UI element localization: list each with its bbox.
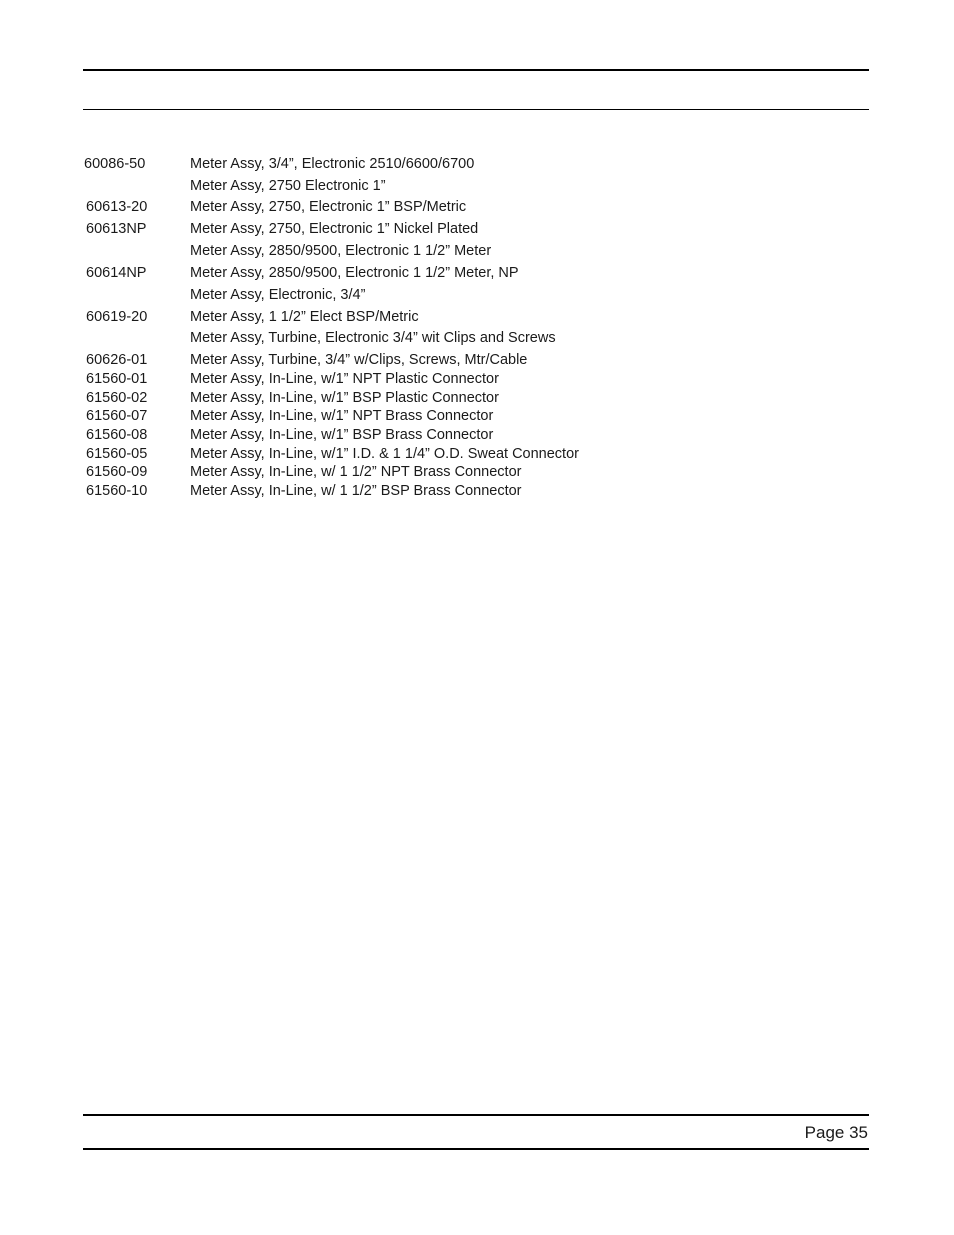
part-number: 60626-01 [86, 352, 148, 368]
part-description: Meter Assy, Turbine, Electronic 3/4” wit Clips and Screws [190, 330, 556, 346]
part-description: Meter Assy, In-Line, w/ 1 1/2” NPT Brass Connector [190, 464, 522, 480]
part-row [0, 407, 954, 426]
part-number: 60614NP [86, 265, 147, 281]
part-description: Meter Assy, In-Line, w/ 1 1/2” BSP Brass Connector [190, 483, 522, 499]
part-number: 61560-07 [86, 408, 148, 424]
header-rule-bottom [83, 109, 869, 110]
part-number: 61560-01 [86, 371, 148, 387]
part-number: 61560-10 [86, 483, 148, 499]
header-rule-top [83, 69, 869, 71]
part-row [0, 445, 954, 464]
part-row [0, 389, 954, 408]
part-row [0, 177, 954, 196]
part-description: Meter Assy, Turbine, 3/4” w/Clips, Screws, Mtr/Cable [190, 352, 528, 368]
part-description: Meter Assy, 2750 Electronic 1” [190, 178, 386, 194]
part-description: Meter Assy, 2850/9500, Electronic 1 1/2” Meter [190, 243, 492, 259]
part-description: Meter Assy, In-Line, w/1” NPT Plastic Connector [190, 371, 499, 387]
part-number: 60613NP [86, 221, 147, 237]
part-description: Meter Assy, In-Line, w/1” BSP Brass Connector [190, 427, 494, 443]
part-description: Meter Assy, In-Line, w/1” I.D. & 1 1/4” O.D. Sweat Connector [190, 446, 579, 462]
part-row [0, 351, 954, 370]
part-description: Meter Assy, 2750, Electronic 1” BSP/Metric [190, 199, 467, 215]
part-description: Meter Assy, 1 1/2” Elect BSP/Metric [190, 309, 419, 325]
part-row [0, 482, 954, 501]
part-row [0, 286, 954, 305]
footer-rule-top [83, 1114, 869, 1116]
part-row [0, 155, 954, 174]
part-description: Meter Assy, In-Line, w/1” BSP Plastic Connector [190, 390, 499, 406]
part-number: 60086-50 [84, 156, 146, 172]
part-row [0, 242, 954, 261]
part-row [0, 264, 954, 283]
part-row [0, 308, 954, 327]
part-number: 61560-02 [86, 390, 148, 406]
part-row [0, 220, 954, 239]
part-row [0, 370, 954, 389]
page-number: Page 35 [804, 1123, 868, 1142]
part-description: Meter Assy, Electronic, 3/4” [190, 287, 366, 303]
part-description: Meter Assy, 2850/9500, Electronic 1 1/2” Meter, NP [190, 265, 519, 281]
part-number: 60613-20 [86, 199, 148, 215]
part-number: 61560-09 [86, 464, 148, 480]
part-row [0, 329, 954, 348]
part-number: 60619-20 [86, 309, 148, 325]
part-number: 61560-05 [86, 446, 148, 462]
part-row [0, 198, 954, 217]
part-row [0, 463, 954, 482]
footer-rule-bottom [83, 1148, 869, 1150]
part-description: Meter Assy, 3/4”, Electronic 2510/6600/6700 [190, 156, 475, 172]
part-number: 61560-08 [86, 427, 148, 443]
part-row [0, 426, 954, 445]
part-description: Meter Assy, 2750, Electronic 1” Nickel Plated [190, 221, 479, 237]
part-description: Meter Assy, In-Line, w/1” NPT Brass Connector [190, 408, 494, 424]
